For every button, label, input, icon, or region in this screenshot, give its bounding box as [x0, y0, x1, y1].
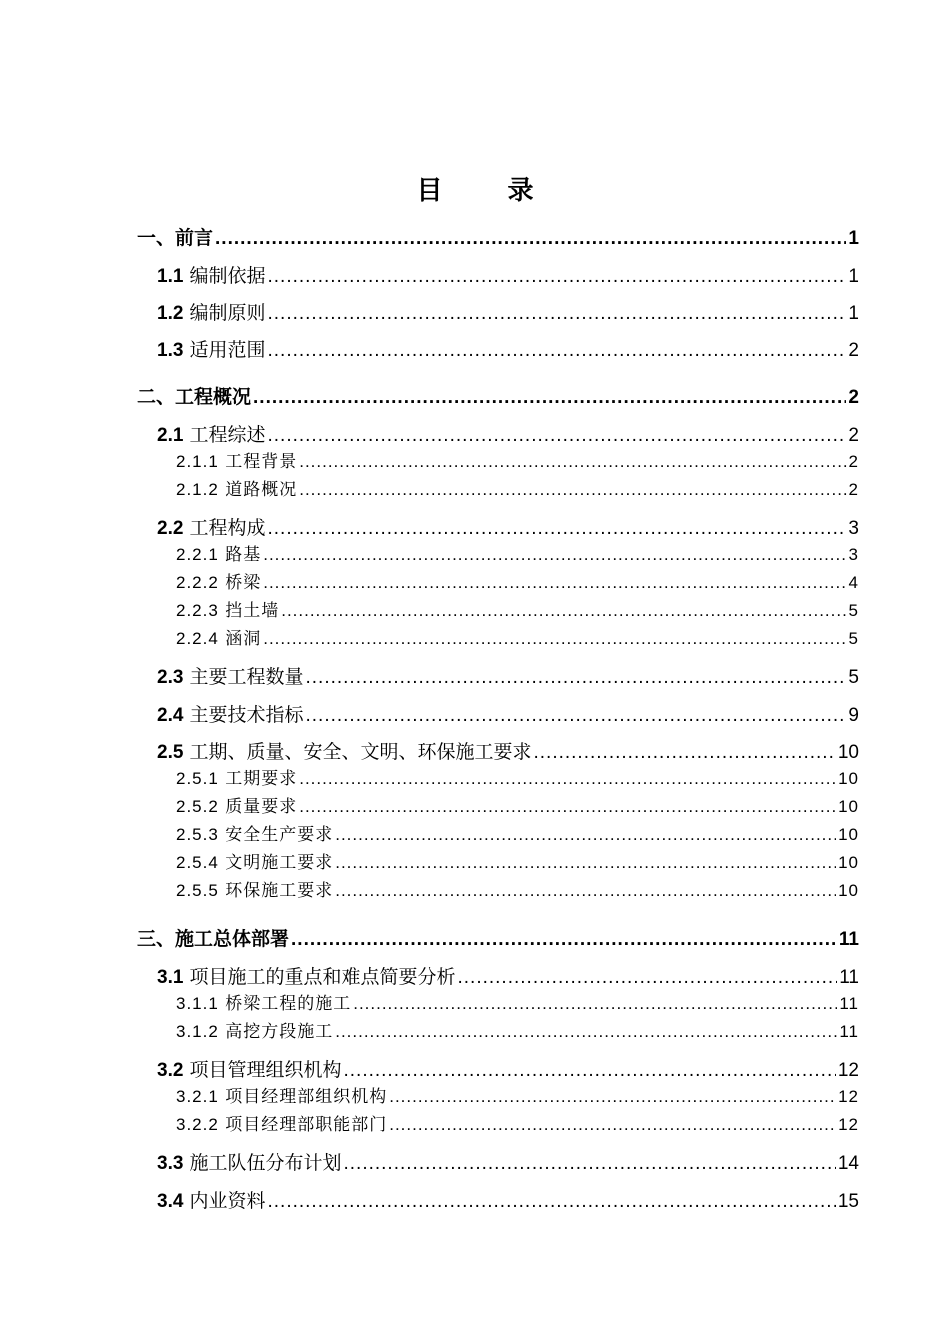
toc-title: 目 录	[416, 176, 562, 206]
toc-entry-text: 主要工程数量	[189, 666, 304, 688]
toc-entry-text: 工程构成	[189, 517, 266, 539]
toc-entry-text: 项目施工的重点和难点简要分析	[189, 966, 456, 988]
toc-entry-level-1[interactable]	[137, 381, 859, 409]
toc-entry-page-number: 4	[848, 573, 859, 592]
toc-entry-label	[157, 261, 265, 288]
toc-entry-page-number: 5	[848, 629, 859, 648]
toc-entry-level-3[interactable]	[176, 447, 859, 472]
toc-entry-label	[176, 989, 351, 1014]
toc-dot-leader	[215, 228, 846, 250]
toc-entry-label	[176, 475, 297, 500]
toc-entry-number: 2.2.3	[176, 601, 219, 620]
toc-dot-leader	[533, 742, 835, 764]
toc-entry-label	[176, 1110, 387, 1135]
toc-entry-level-3[interactable]	[176, 820, 859, 845]
toc-entry-label	[157, 662, 303, 689]
toc-entry-label	[157, 737, 531, 764]
toc-entry-text: 编制原则	[189, 302, 266, 324]
toc-entry-text: 文明施工要求	[225, 853, 334, 873]
toc-entry-number: 3.2.1	[176, 1087, 219, 1106]
toc-entry-text: 项目经理部职能部门	[225, 1115, 388, 1135]
toc-entry-text: 路基	[225, 545, 262, 565]
toc-dot-leader	[343, 1060, 835, 1082]
toc-entry-level-2[interactable]	[157, 334, 859, 362]
toc-entry-number: 3.1.2	[176, 1022, 219, 1041]
toc-dot-leader	[299, 480, 846, 500]
toc-entry-level-3[interactable]	[176, 1082, 859, 1107]
toc-entry-page-number: 12	[837, 1060, 859, 1081]
toc-entry-level-3[interactable]	[176, 568, 859, 593]
toc-entry-level-3[interactable]	[176, 764, 859, 789]
toc-entry-label	[176, 792, 297, 817]
toc-entry-label	[176, 1017, 333, 1042]
toc-entry-page-number: 9	[848, 705, 859, 726]
toc-entry-label	[176, 447, 297, 472]
toc-entry-text: 工程综述	[189, 424, 266, 446]
toc-entry-level-3[interactable]	[176, 848, 859, 873]
toc-entry-level-3[interactable]	[176, 475, 859, 500]
toc-entry-text: 高挖方段施工	[225, 1022, 334, 1042]
toc-entry-label	[137, 382, 251, 409]
toc-entry-page-number: 11	[838, 929, 859, 950]
toc-entry-text: 安全生产要求	[225, 825, 334, 845]
toc-dot-leader	[305, 667, 846, 689]
toc-entry-page-number: 10	[838, 853, 859, 872]
toc-entry-level-2[interactable]	[157, 260, 859, 288]
toc-entry-label	[137, 223, 213, 250]
toc-entry-number: 2.4	[157, 705, 184, 726]
toc-dot-leader	[389, 1115, 836, 1135]
toc-entry-page-number: 1	[848, 228, 859, 249]
toc-entry-number: 2.5.5	[176, 881, 219, 900]
toc-entry-label	[176, 624, 261, 649]
toc-entry-number: 1.1	[157, 266, 184, 287]
toc-entry-page-number: 5	[848, 601, 859, 620]
toc-entry-page-number: 2	[848, 452, 859, 471]
toc-entry-number: 3.2	[157, 1060, 184, 1081]
toc-entry-level-2[interactable]	[157, 1185, 859, 1213]
toc-dot-leader	[267, 425, 846, 447]
toc-entry-page-number: 3	[848, 518, 859, 539]
toc-entry-label	[157, 1186, 265, 1213]
toc-dot-leader	[267, 340, 846, 362]
toc-dot-leader	[291, 929, 837, 951]
toc-entry-number: 2.5	[157, 742, 184, 763]
toc-entry-level-2[interactable]	[157, 1147, 859, 1175]
toc-entry-number: 2.2	[157, 518, 184, 539]
toc-entry-page-number: 10	[837, 742, 859, 763]
toc-entry-page-number: 12	[838, 1087, 859, 1106]
toc-entry-text: 桥梁工程的施工	[225, 994, 352, 1014]
toc-entry-number: 2.5.2	[176, 797, 219, 816]
toc-dot-leader	[267, 518, 846, 540]
toc-entry-level-1[interactable]	[137, 923, 859, 951]
toc-entry-page-number: 11	[839, 967, 859, 988]
toc-dot-leader	[389, 1087, 836, 1107]
toc-dot-leader	[263, 545, 846, 565]
toc-entry-text: 环保施工要求	[225, 881, 334, 901]
toc-entry-page-number: 3	[848, 545, 859, 564]
toc-dot-leader	[267, 266, 846, 288]
toc-entry-number: 3.4	[157, 1191, 184, 1212]
toc-entry-number: 2.2.4	[176, 629, 219, 648]
toc-entry-page-number: 11	[839, 994, 859, 1013]
toc-entry-number: 2.1	[157, 425, 184, 446]
toc-dot-leader	[335, 1022, 837, 1042]
toc-entry-number: 3.1.1	[176, 994, 219, 1013]
toc-entry-label	[157, 1055, 341, 1082]
toc-entry-text: 编制依据	[189, 265, 266, 287]
toc-entry-level-3[interactable]	[176, 792, 859, 817]
toc-dot-leader	[263, 629, 846, 649]
toc-entry-number: 2.2.2	[176, 573, 219, 592]
toc-entry-page-number: 10	[838, 769, 859, 788]
toc-entry-text: 主要技术指标	[189, 704, 304, 726]
toc-entry-label	[176, 568, 261, 593]
toc-entry-number: 1.3	[157, 340, 184, 361]
toc-dot-leader	[281, 601, 846, 621]
toc-entry-page-number: 12	[838, 1115, 859, 1134]
toc-entry-level-3[interactable]	[176, 624, 859, 649]
toc-entry-number: 2.5.3	[176, 825, 219, 844]
toc-dot-leader	[263, 573, 846, 593]
toc-entry-text: 工期、质量、安全、文明、环保施工要求	[189, 741, 532, 763]
toc-dot-leader	[335, 881, 836, 901]
toc-entry-label	[157, 335, 265, 362]
toc-entry-label	[176, 1082, 387, 1107]
toc-entry-level-3[interactable]	[176, 876, 859, 901]
toc-entry-text: 工期要求	[225, 769, 298, 789]
toc-entry-text: 一、前言	[137, 227, 214, 249]
toc-entry-label	[176, 596, 279, 621]
toc-entry-level-3[interactable]	[176, 989, 859, 1014]
toc-entry-number: 2.1.1	[176, 452, 219, 471]
toc-dot-leader	[299, 797, 836, 817]
toc-entry-level-2[interactable]	[157, 1054, 859, 1082]
toc-entry-label	[157, 1148, 341, 1175]
toc-entry-number: 2.5.4	[176, 853, 219, 872]
toc-entry-number: 2.2.1	[176, 545, 219, 564]
toc-entry-text: 内业资料	[189, 1190, 266, 1212]
toc-entry-number: 2.5.1	[176, 769, 219, 788]
toc-entry-level-1[interactable]	[137, 222, 859, 250]
toc-entry-level-3[interactable]	[176, 540, 859, 565]
toc-entry-text: 项目经理部组织机构	[225, 1087, 388, 1107]
toc-dot-leader	[267, 303, 846, 325]
toc-entry-level-2[interactable]	[157, 297, 859, 325]
toc-entry-text: 项目管理组织机构	[189, 1059, 342, 1081]
toc-entry-label	[157, 962, 455, 989]
toc-entry-label	[176, 820, 333, 845]
toc-dot-leader	[457, 967, 837, 989]
toc-entry-text: 三、施工总体部署	[137, 928, 290, 950]
toc-entry-text: 桥梁	[225, 573, 262, 593]
toc-entry-number: 3.2.2	[176, 1115, 219, 1134]
toc-entry-level-3[interactable]	[176, 596, 859, 621]
toc-entry-text: 涵洞	[225, 629, 262, 649]
toc-entry-text: 二、工程概况	[137, 386, 252, 408]
toc-entry-text: 工程背景	[225, 452, 298, 472]
toc-entry-number: 1.2	[157, 303, 184, 324]
toc-dot-leader	[253, 387, 846, 409]
toc-entry-text: 适用范围	[189, 339, 266, 361]
toc-entry-page-number: 5	[848, 667, 859, 688]
toc-entry-page-number: 10	[838, 797, 859, 816]
toc-dot-leader	[353, 994, 837, 1014]
toc-entry-text: 挡土墙	[225, 601, 280, 621]
toc-entry-number: 3.3	[157, 1153, 184, 1174]
toc-dot-leader	[343, 1153, 835, 1175]
toc-entry-number: 2.3	[157, 667, 184, 688]
toc-entry-page-number: 1	[848, 303, 859, 324]
toc-entry-text: 质量要求	[225, 797, 298, 817]
toc-dot-leader	[299, 452, 846, 472]
toc-entry-number: 2.1.2	[176, 480, 219, 499]
toc-entry-number: 3.1	[157, 967, 184, 988]
toc-entry-level-2[interactable]	[157, 512, 859, 540]
toc-entry-level-2[interactable]	[157, 699, 859, 727]
toc-entry-page-number: 10	[838, 881, 859, 900]
toc-entry-label	[157, 700, 303, 727]
toc-entry-level-2[interactable]	[157, 661, 859, 689]
toc-dot-leader	[305, 705, 846, 727]
toc-entry-page-number: 1	[848, 266, 859, 287]
toc-dot-leader	[335, 853, 836, 873]
toc-entry-text: 道路概况	[225, 480, 298, 500]
toc-dot-leader	[299, 769, 836, 789]
toc-dot-leader	[335, 825, 836, 845]
toc-entry-label	[176, 540, 261, 565]
toc-entry-label	[157, 420, 265, 447]
toc-entry-level-3[interactable]	[176, 1110, 859, 1135]
toc-entry-page-number: 2	[848, 480, 859, 499]
toc-entry-page-number: 2	[848, 340, 859, 361]
toc-entry-level-2[interactable]	[157, 419, 859, 447]
toc-entry-page-number: 15	[837, 1191, 859, 1212]
toc-entry-level-2[interactable]	[157, 736, 859, 764]
toc-entry-page-number: 10	[838, 825, 859, 844]
toc-dot-leader	[267, 1191, 835, 1213]
toc-entry-page-number: 2	[848, 387, 859, 408]
toc-entry-label	[176, 876, 333, 901]
toc-entry-label	[157, 513, 265, 540]
toc-entry-page-number: 14	[837, 1153, 859, 1174]
toc-entry-text: 施工队伍分布计划	[189, 1152, 342, 1174]
toc-entry-label	[137, 924, 289, 951]
toc-entry-label	[157, 298, 265, 325]
toc-entry-level-2[interactable]	[157, 961, 859, 989]
toc-entry-label	[176, 764, 297, 789]
toc-entry-page-number: 2	[848, 425, 859, 446]
toc-entry-level-3[interactable]	[176, 1017, 859, 1042]
toc-entry-label	[176, 848, 333, 873]
toc-entry-page-number: 11	[839, 1022, 859, 1041]
